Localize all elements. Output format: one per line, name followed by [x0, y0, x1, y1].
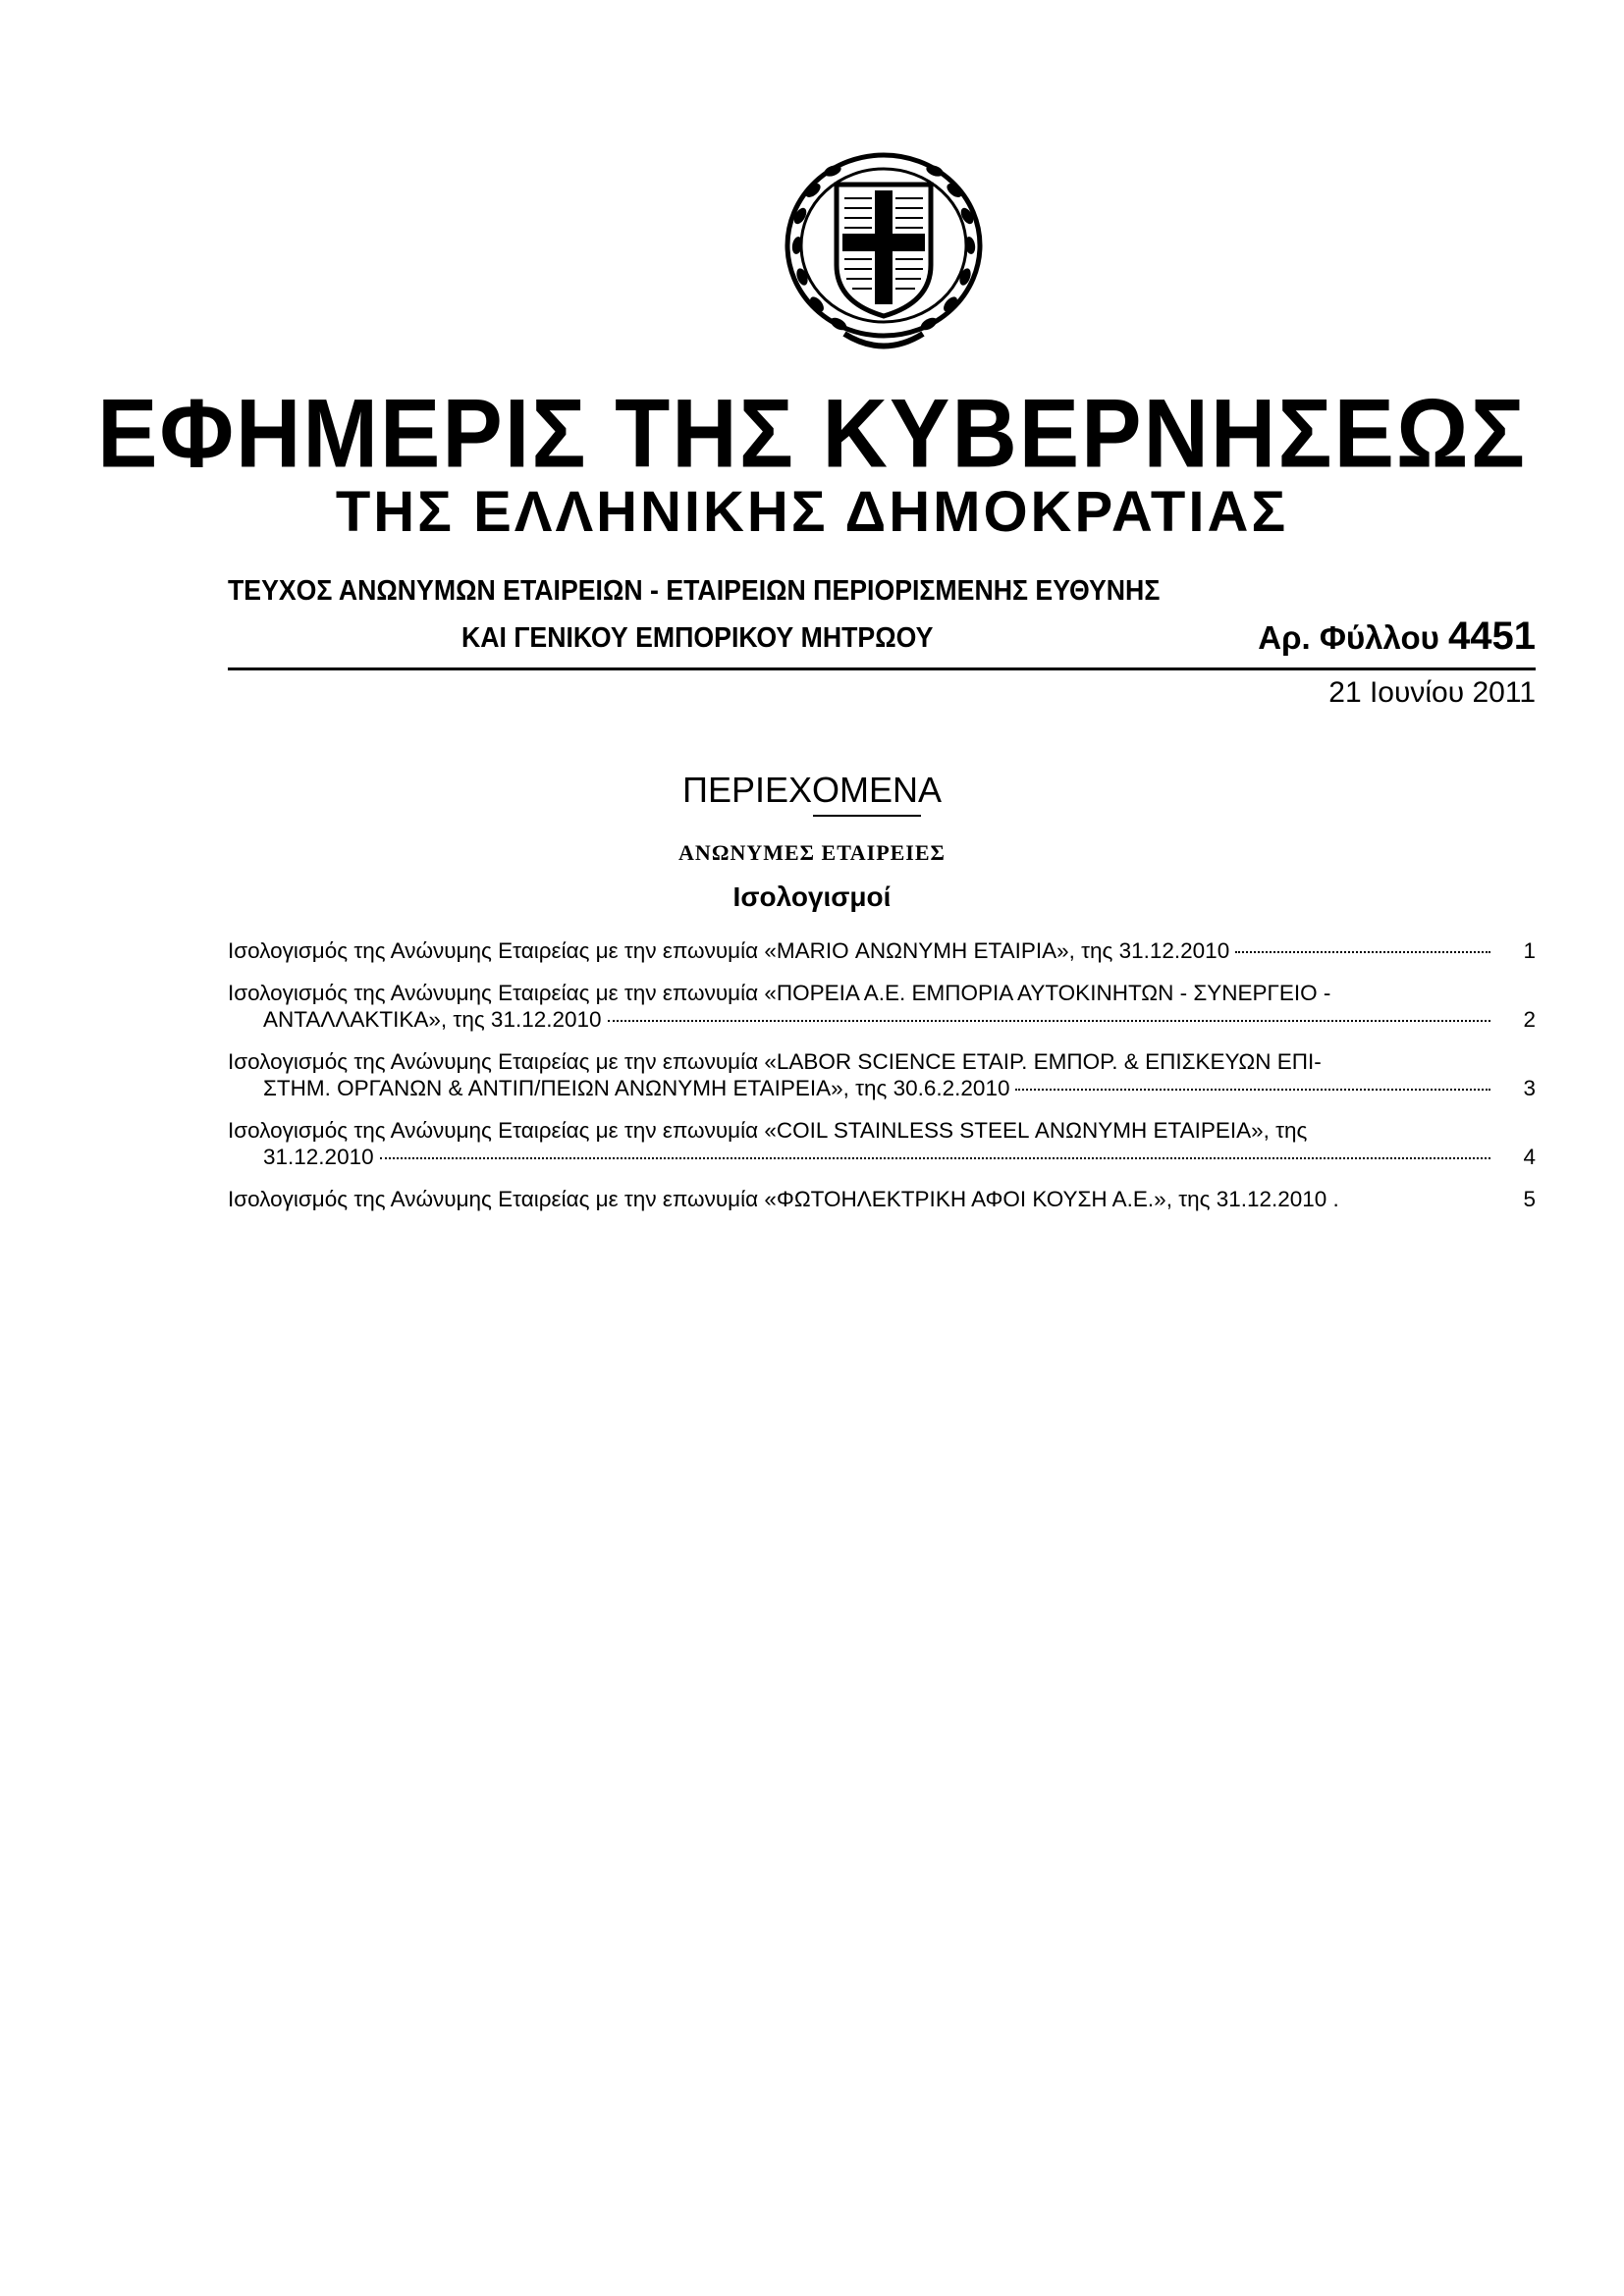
contents-heading: ΠΕΡΙΕΧΟΜΕΝΑ: [681, 770, 943, 810]
toc-entry-continuation: [228, 1006, 1496, 1033]
toc-entry[interactable]: [228, 1186, 1536, 1212]
sheet-number: 4451: [1448, 614, 1536, 658]
toc-entry-page: 2: [1523, 1007, 1536, 1032]
issue-type-line-1: ΤΕΥΧΟΣ ΑΝΩΝΥΜΩΝ ΕΤΑΙΡΕΙΩΝ - ΕΤΑΙΡΕΙΩΝ ΠΕΡΙΟΡΙΣΜΕΝΗΣ ΕΥΘΥΝΗΣ: [228, 575, 1161, 607]
dot-leader: [380, 1157, 1490, 1159]
toc-entry-text: Ισολογισμός της Ανώνυμης Εταιρείας με την επωνυμία «ΦΩΤΟΗΛΕΚΤΡΙΚΗ ΑΦΟΙ ΚΟΥΣΗ Α.Ε.», της 31.12.2010 .: [228, 1187, 1339, 1211]
gazette-title: ΕΦΗΜΕΡΙΣ ΤΗΣ ΚΥΒΕΡΝΗΣΕΩΣ: [97, 379, 1527, 489]
toc-entry-text: Ισολογισμός της Ανώνυμης Εταιρείας με την επωνυμία «COIL STAINLESS STEEL ΑΝΩΝΥΜΗ ΕΤΑΙΡΕΙΑ», της: [228, 1118, 1308, 1143]
toc-entry[interactable]: [228, 980, 1536, 1033]
toc-entry-text-cont: 31.12.2010: [263, 1145, 374, 1169]
toc-entry-continuation: [228, 1144, 1496, 1170]
toc-entry-text-cont: ΣΤΗΜ. ΟΡΓΑΝΩΝ & ΑΝΤΙΠ/ΠΕΙΩΝ ΑΝΩΝΥΜΗ ΕΤΑΙΡΕΙΑ», της 30.6.2.2010: [263, 1076, 1010, 1100]
sheet-number-block: [1258, 616, 1536, 658]
toc-entry-page: 5: [1523, 1187, 1536, 1211]
subsection-heading: Ισολογισμοί: [732, 881, 892, 912]
toc-entry-text: Ισολογισμός της Ανώνυμης Εταιρείας με την επωνυμία «MARIO ΑΝΩΝΥΜΗ ΕΤΑΙΡΙΑ», της 31.12.2010: [228, 938, 1230, 963]
toc-entry[interactable]: [228, 937, 1536, 964]
dot-leader: [1235, 951, 1490, 953]
sheet-number-label: Αρ. Φύλλου: [1258, 619, 1439, 656]
toc-entry-text: Ισολογισμός της Ανώνυμης Εταιρείας με την επωνυμία «ΠΟΡΕΙΑ Α.Ε. ΕΜΠΟΡΙΑ ΑΥΤΟΚΙΝΗΤΩΝ - ΣΥΝΕΡΓΕΙΟ -: [228, 981, 1331, 1005]
greek-coat-of-arms-icon: [776, 147, 992, 358]
toc-entry-text-cont: ΑΝΤΑΛΛΑΚΤΙΚΑ», της 31.12.2010: [263, 1007, 602, 1032]
toc-entry[interactable]: [228, 1117, 1536, 1170]
issue-date: 21 Ιουνίου 2011: [1328, 676, 1536, 709]
dot-leader: [608, 1020, 1490, 1022]
toc-entry-page: 1: [1523, 938, 1536, 963]
toc-entry-text: Ισολογισμός της Ανώνυμης Εταιρείας με την επωνυμία «LABOR SCIENCE ΕΤΑΙΡ. ΕΜΠΟΡ. & ΕΠΙΣΚΕΥΩΝ ΕΠΙ-: [228, 1049, 1322, 1074]
gazette-subtitle: ΤΗΣ ΕΛΛΗΝΙΚΗΣ ΔΗΜΟΚΡΑΤΙΑΣ: [335, 480, 1289, 544]
toc-entry-page: 4: [1523, 1145, 1536, 1169]
header-divider: [228, 667, 1536, 670]
toc-entry-continuation: [228, 1075, 1496, 1101]
dot-leader: [1015, 1089, 1490, 1091]
toc-entry-page: 3: [1523, 1076, 1536, 1100]
contents-heading-underline: [813, 815, 921, 817]
section-heading: ΑΝΩΝΥΜΕΣ ΕΤΑΙΡΕΙΕΣ: [678, 840, 946, 865]
table-of-contents: [228, 937, 1536, 1228]
toc-entry[interactable]: [228, 1048, 1536, 1101]
issue-type-line-2: ΚΑΙ ΓΕΝΙΚΟΥ ΕΜΠΟΡΙΚΟΥ ΜΗΤΡΩΟΥ: [461, 622, 934, 654]
